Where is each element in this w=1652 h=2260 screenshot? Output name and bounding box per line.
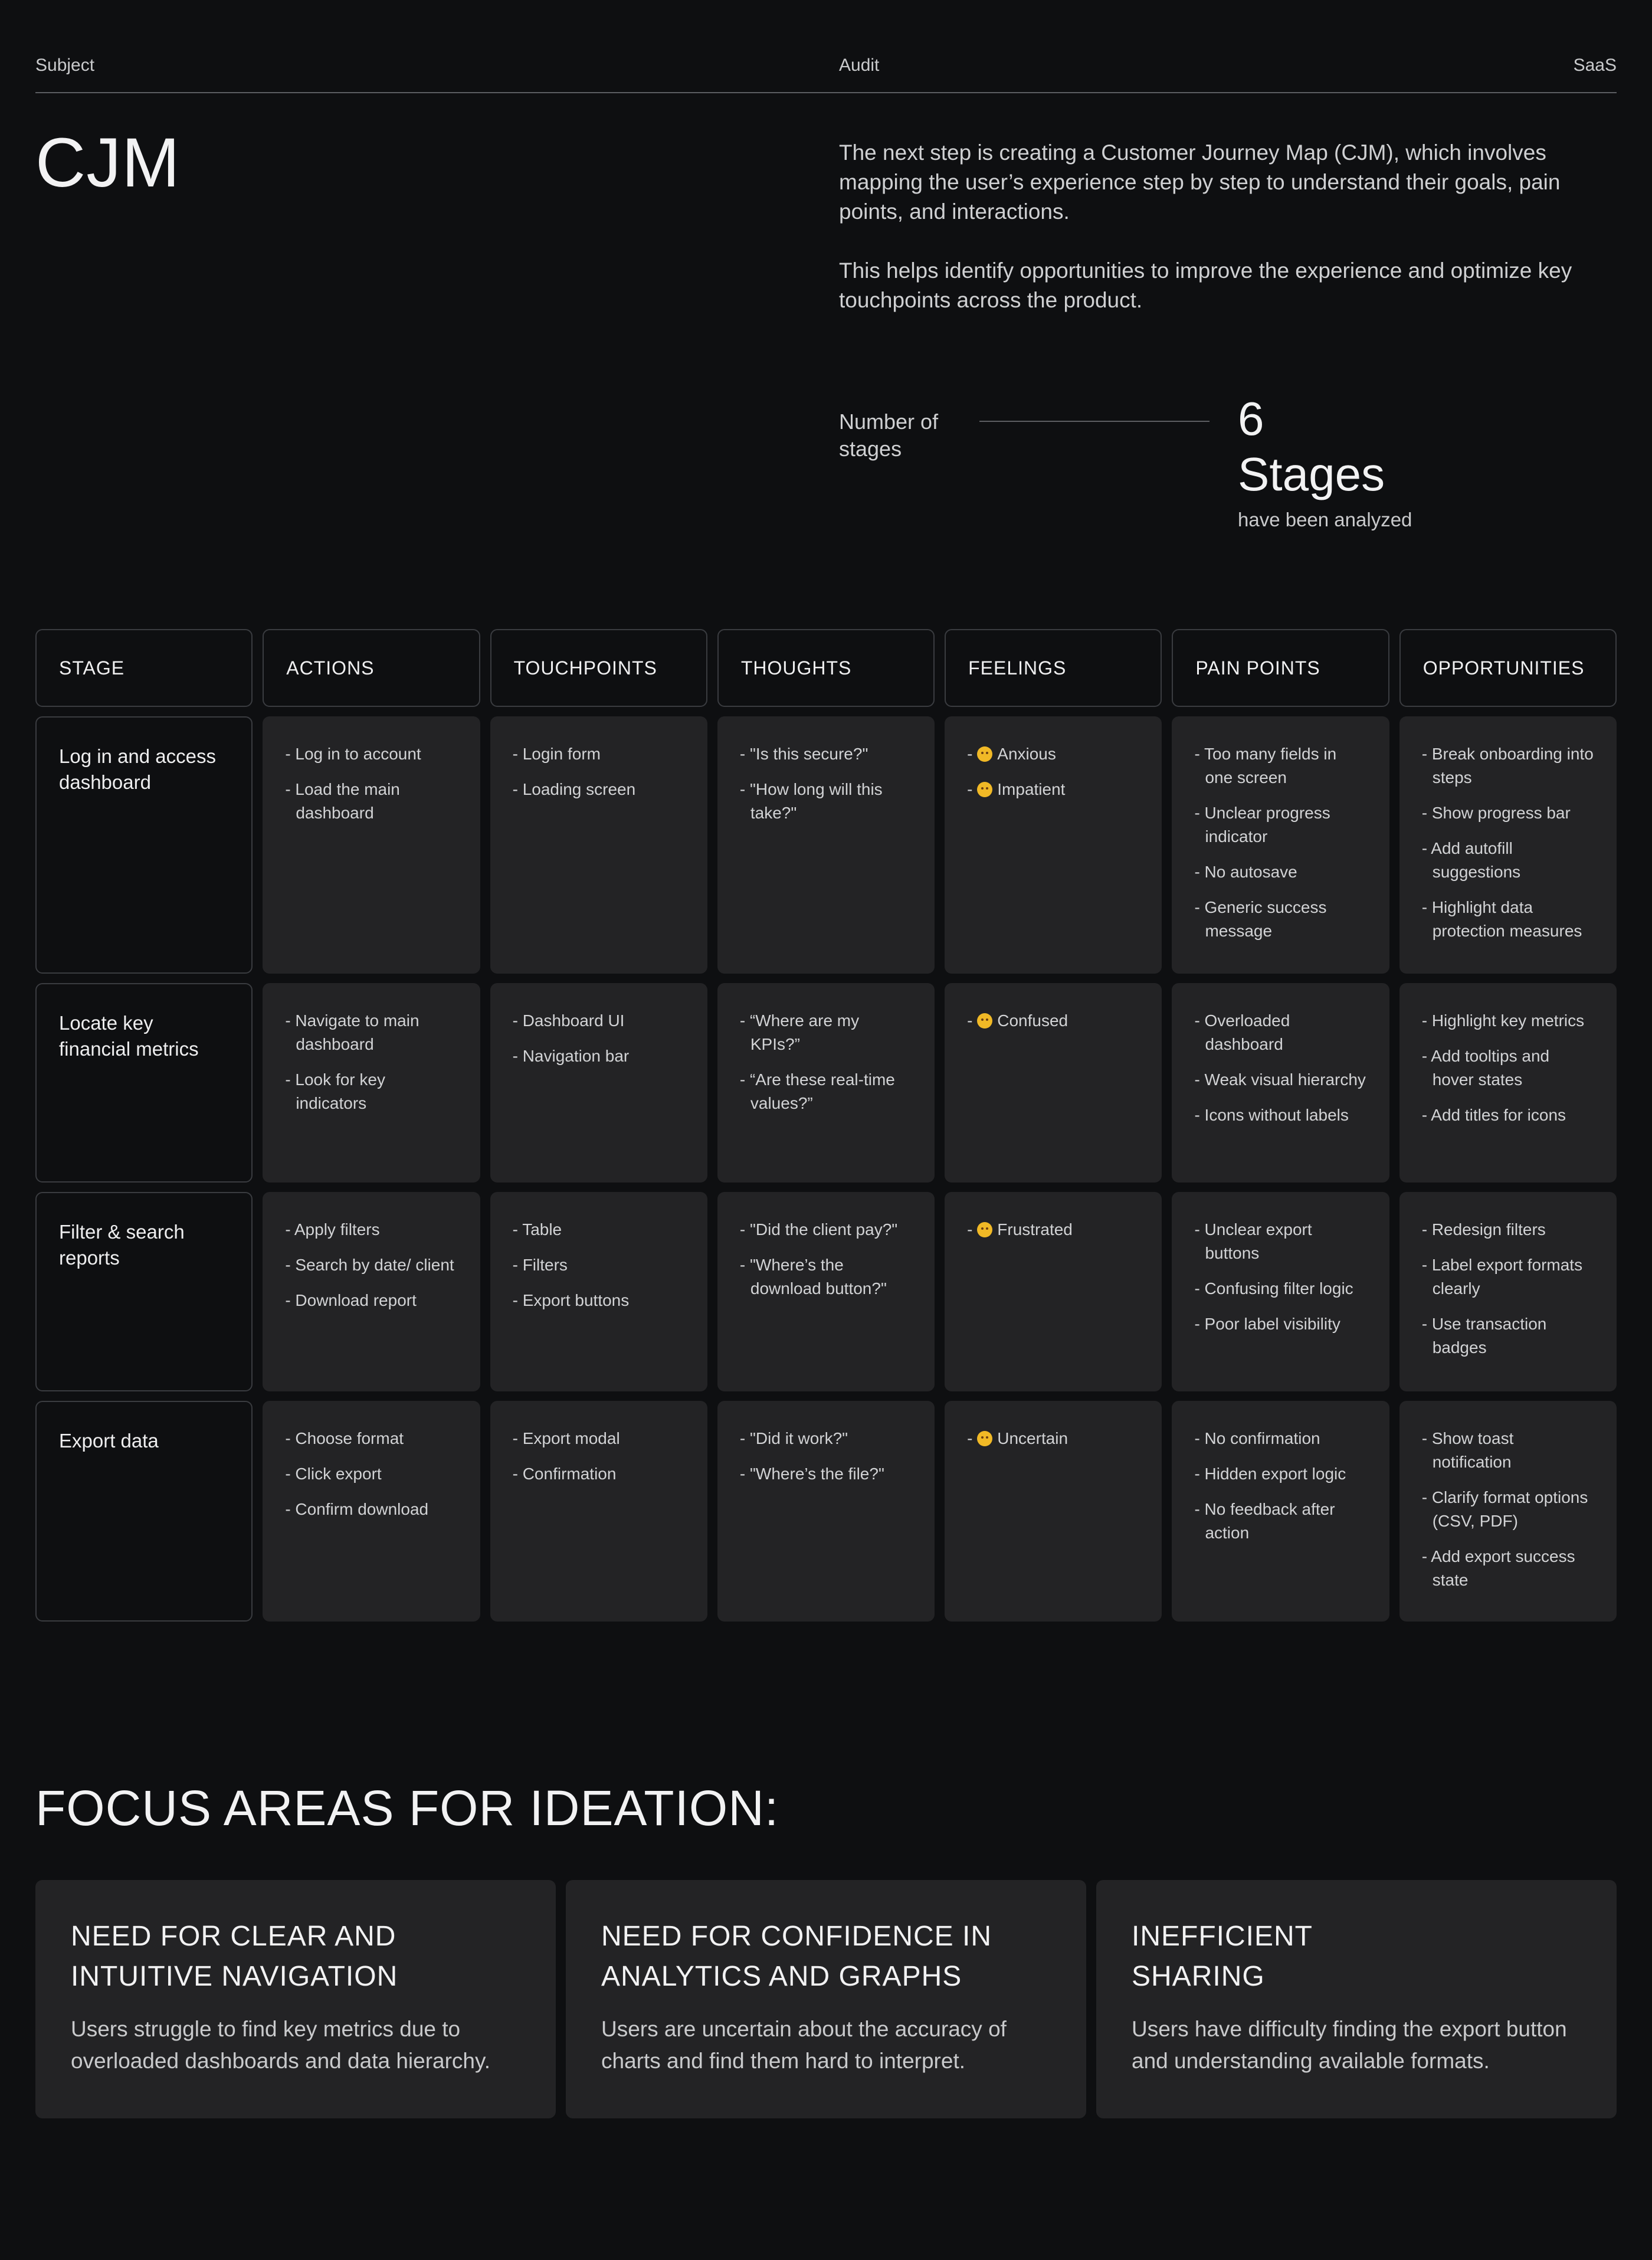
feelings-cell <box>945 1192 1162 1391</box>
list-item: - Show toast notification <box>1421 1429 1514 1471</box>
list-item: - Unclear export buttons <box>1194 1220 1312 1262</box>
pain-points-cell <box>1172 1401 1389 1622</box>
table-row <box>35 1192 1617 1391</box>
impatient-face-icon <box>977 782 992 797</box>
list-item: - No autosave <box>1194 863 1297 881</box>
list-item: - Confirm download <box>285 1500 429 1518</box>
list-item: - Redesign filters <box>1421 1220 1546 1239</box>
pain-points-cell <box>1172 716 1389 974</box>
feelings-cell <box>945 716 1162 974</box>
table-header-row <box>35 629 1617 707</box>
list-item: - Search by date/ client <box>285 1256 454 1274</box>
thoughts-cell <box>717 1401 935 1622</box>
table-header-feelings: FEELINGS <box>945 629 1162 707</box>
list-item: - Overloaded dashboard <box>1194 1011 1290 1053</box>
list-item: - Log in to account <box>285 745 421 763</box>
list-item: - Table <box>512 1220 562 1239</box>
list-item: - Navigate to main dashboard <box>285 1011 419 1053</box>
stage-cell: Locate key financial metrics <box>35 983 253 1183</box>
confused-face-icon <box>977 1013 992 1029</box>
focus-card-title: NEED FOR CLEAR AND INTUITIVE NAVIGATION <box>71 1921 398 1992</box>
list-item: - Export modal <box>512 1429 620 1447</box>
table-row <box>35 983 1617 1183</box>
table-header-actions: ACTIONS <box>263 629 480 707</box>
cjm-table <box>35 629 1617 1622</box>
actions-cell <box>263 716 480 974</box>
opportunities-cell <box>1399 983 1617 1183</box>
header-subject: Subject <box>35 55 95 75</box>
feeling-item: - Anxious <box>967 745 1056 763</box>
stage-cell: Filter & search reports <box>35 1192 253 1391</box>
list-item: - Add autofill suggestions <box>1421 839 1521 881</box>
stat-divider <box>979 421 1210 422</box>
focus-card <box>35 1880 556 2118</box>
stage-cell: Log in and access dashboard <box>35 716 253 974</box>
list-item: - Icons without labels <box>1194 1106 1349 1124</box>
list-item: - Confusing filter logic <box>1194 1279 1353 1298</box>
list-item: - Loading screen <box>512 780 636 798</box>
feeling-item: - Impatient <box>967 780 1066 798</box>
opportunities-cell <box>1399 1192 1617 1391</box>
table-header-thoughts: THOUGHTS <box>717 629 935 707</box>
feeling-label: Impatient <box>997 780 1066 798</box>
top-bar <box>35 55 1617 93</box>
list-item: - Hidden export logic <box>1194 1465 1346 1483</box>
actions-cell <box>263 1192 480 1391</box>
table-header-touchpoints: TOUCHPOINTS <box>490 629 707 707</box>
list-item: - Download report <box>285 1291 417 1309</box>
list-item: - Choose format <box>285 1429 404 1447</box>
list-item: - Login form <box>512 745 601 763</box>
touchpoints-cell <box>490 1192 707 1391</box>
table-header-opportunities: OPPORTUNITIES <box>1399 629 1617 707</box>
thoughts-cell <box>717 716 935 974</box>
list-item: - Highlight key metrics <box>1421 1011 1585 1030</box>
list-item: - Generic success message <box>1194 898 1327 940</box>
intro-text <box>839 138 1618 345</box>
touchpoints-cell <box>490 1401 707 1622</box>
thinking-face-icon <box>977 1431 992 1446</box>
list-item: - "Where’s the file?" <box>739 1465 884 1483</box>
focus-card-title: INEFFICIENT SHARING <box>1132 1921 1313 1992</box>
list-item: - "Where’s the download button?" <box>739 1256 887 1298</box>
list-item: - Label export formats clearly <box>1421 1256 1583 1298</box>
list-item: - "Did it work?" <box>739 1429 848 1447</box>
list-item: - Too many fields in one screen <box>1194 745 1337 787</box>
opportunities-cell <box>1399 1401 1617 1622</box>
list-item: - Break onboarding into steps <box>1421 745 1594 787</box>
list-item: - Apply filters <box>285 1220 380 1239</box>
list-item: - “Where are my KPIs?” <box>739 1011 860 1053</box>
pain-points-cell <box>1172 1192 1389 1391</box>
pain-points-cell <box>1172 983 1389 1183</box>
list-item: - Show progress bar <box>1421 804 1571 822</box>
thoughts-cell <box>717 983 935 1183</box>
intro-paragraph-2: This helps identify opportunities to improve the experience and optimize key touchpoints across the product. <box>839 258 1572 312</box>
thoughts-cell <box>717 1192 935 1391</box>
list-item: - “Are these real-time values?” <box>739 1070 895 1112</box>
list-item: - "Is this secure?" <box>739 745 868 763</box>
list-item: - Dashboard UI <box>512 1011 625 1030</box>
focus-card-text: Users are uncertain about the accuracy of charts and find them hard to interpret. <box>601 2017 1007 2073</box>
stat-caption: have been analyzed <box>1238 509 1412 530</box>
list-item: - Poor label visibility <box>1194 1315 1340 1333</box>
feeling-label: Anxious <box>997 745 1056 763</box>
actions-cell <box>263 983 480 1183</box>
list-item: - Navigation bar <box>512 1047 630 1065</box>
feeling-item: - Uncertain <box>967 1429 1068 1447</box>
focus-card-title: NEED FOR CONFIDENCE IN ANALYTICS AND GRAPHS <box>601 1921 992 1992</box>
list-item: - Click export <box>285 1465 382 1483</box>
header-saas: SaaS <box>1573 55 1617 75</box>
opportunities-cell <box>1399 716 1617 974</box>
feeling-label: Confused <box>997 1011 1068 1030</box>
list-item: - Use transaction badges <box>1421 1315 1547 1357</box>
feeling-item: - Confused <box>967 1011 1068 1030</box>
list-item: - Confirmation <box>512 1465 617 1483</box>
list-item: - Load the main dashboard <box>285 780 400 822</box>
actions-cell <box>263 1401 480 1622</box>
table-row <box>35 716 1617 974</box>
feeling-item: - Frustrated <box>967 1220 1073 1239</box>
focus-areas-title: FOCUS AREAS FOR IDEATION: <box>35 1780 779 1836</box>
table-row <box>35 1401 1617 1622</box>
list-item: - Weak visual hierarchy <box>1194 1070 1366 1089</box>
touchpoints-cell <box>490 716 707 974</box>
list-item: - "Did the client pay?" <box>739 1220 898 1239</box>
stat-number: 6 <box>1238 392 1264 445</box>
anxious-face-icon <box>977 746 992 762</box>
stage-cell: Export data <box>35 1401 253 1622</box>
feeling-label: Uncertain <box>997 1429 1068 1447</box>
list-item: - Add tooltips and hover states <box>1421 1047 1550 1089</box>
list-item: - Unclear progress indicator <box>1194 804 1330 846</box>
list-item: - Highlight data protection measures <box>1421 898 1582 940</box>
stat-unit: Stages <box>1238 448 1385 500</box>
touchpoints-cell <box>490 983 707 1183</box>
feelings-cell <box>945 1401 1162 1622</box>
frustrated-face-icon <box>977 1222 992 1237</box>
table-header-pain-points: PAIN POINTS <box>1172 629 1389 707</box>
list-item: - Add titles for icons <box>1421 1106 1566 1124</box>
feelings-cell <box>945 983 1162 1183</box>
feeling-label: Frustrated <box>997 1220 1073 1239</box>
list-item: - Clarify format options (CSV, PDF) <box>1421 1488 1588 1530</box>
list-item: - Export buttons <box>512 1291 630 1309</box>
focus-card <box>566 1880 1086 2118</box>
list-item: - No confirmation <box>1194 1429 1320 1447</box>
list-item: - Filters <box>512 1256 568 1274</box>
page-title: CJM <box>35 124 181 202</box>
focus-cards <box>35 1880 1617 2118</box>
focus-card <box>1096 1880 1617 2118</box>
list-item: - Add export success state <box>1421 1547 1575 1589</box>
stat-label: Number of stages <box>839 410 939 461</box>
list-item: - Look for key indicators <box>285 1070 385 1112</box>
intro-paragraph-1: The next step is creating a Customer Journey Map (CJM), which involves mapping the user’s experience step by step to understand their goals, pain points, and interactions. <box>839 140 1561 224</box>
list-item: - No feedback after action <box>1194 1500 1335 1542</box>
table-header-stage: STAGE <box>35 629 253 707</box>
focus-card-text: Users have difficulty finding the export button and understanding available formats. <box>1132 2017 1567 2073</box>
focus-card-text: Users struggle to find key metrics due to overloaded dashboards and data hierarchy. <box>71 2017 491 2073</box>
header-audit: Audit <box>839 55 880 75</box>
list-item: - "How long will this take?" <box>739 780 883 822</box>
